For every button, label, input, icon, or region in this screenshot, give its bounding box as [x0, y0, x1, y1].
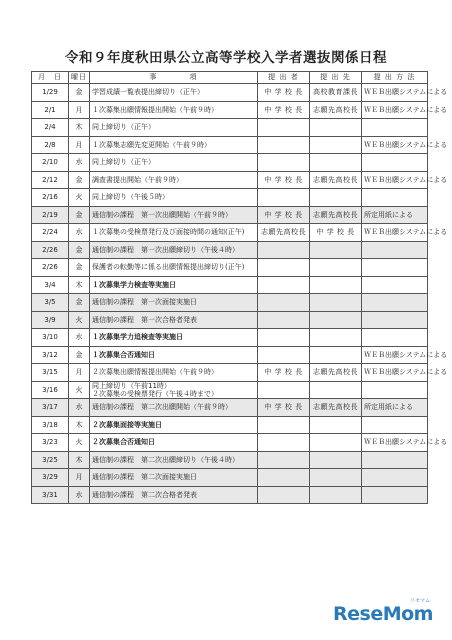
- header-date: 月 日: [32, 72, 69, 84]
- header-destination: 提 出 先: [310, 72, 362, 84]
- table-row: [32, 101, 428, 119]
- item-line: 同上締切り（午前11時）: [92, 381, 171, 390]
- submitter-cell: 中 学 校 長: [258, 101, 310, 119]
- destination-cell: 志願先高校長: [310, 206, 362, 224]
- submitter-cell: 中 学 校 長: [258, 399, 310, 417]
- method-cell: [362, 276, 428, 294]
- date-cell: 2/4: [32, 119, 69, 137]
- date-cell: 3/9: [32, 311, 69, 329]
- method-cell: [362, 329, 428, 347]
- submitter-cell: [258, 189, 310, 207]
- method-cell: 所定用紙による: [362, 399, 428, 417]
- method-cell: 所定用紙による: [362, 206, 428, 224]
- method-cell: [362, 486, 428, 504]
- item-cell: 保護者の転勤等に係る出願情報提出締切り(正午): [90, 259, 258, 277]
- item-cell: 通信制の課程 第二次合格者発表: [90, 486, 258, 504]
- submitter-cell: [258, 381, 310, 399]
- date-cell: 3/17: [32, 399, 69, 417]
- destination-cell: [310, 469, 362, 487]
- method-cell: ＷＥＢ出願システムによる: [362, 364, 428, 382]
- day-cell: 水: [69, 399, 90, 417]
- method-cell: ＷＥＢ出願システムによる: [362, 224, 428, 242]
- date-cell: 3/5: [32, 294, 69, 312]
- table-row: [32, 434, 428, 452]
- day-cell: 水: [69, 329, 90, 347]
- table-row: [32, 241, 428, 259]
- date-cell: 3/23: [32, 434, 69, 452]
- method-cell: [362, 451, 428, 469]
- date-cell: 2/1: [32, 101, 69, 119]
- method-cell: [362, 311, 428, 329]
- submitter-cell: [258, 329, 310, 347]
- method-cell: ＷＥＢ出願システムによる: [362, 346, 428, 364]
- item-cell: 学習成績一覧表提出締切り（正午）: [90, 84, 258, 102]
- table-row: [32, 329, 428, 347]
- item-cell: １次募集の受検票発行及び面接時間の通知(正午): [90, 224, 258, 242]
- table-row: [32, 381, 428, 399]
- method-cell: [362, 119, 428, 137]
- day-cell: 金: [69, 84, 90, 102]
- header-method: 提 出 方 法: [362, 72, 428, 84]
- submitter-cell: [258, 469, 310, 487]
- table-row: [32, 399, 428, 417]
- destination-cell: 志願先高校長: [310, 171, 362, 189]
- day-cell: 月: [69, 136, 90, 154]
- schedule-table: [31, 71, 448, 504]
- header-item: 事 項: [90, 72, 258, 84]
- date-cell: 2/24: [32, 224, 69, 242]
- destination-cell: [310, 434, 362, 452]
- destination-cell: 志願先高校長: [310, 364, 362, 382]
- destination-cell: 高校教育課長: [310, 84, 362, 102]
- table-row: [32, 311, 428, 329]
- submitter-cell: 中 学 校 長: [258, 84, 310, 102]
- method-cell: [362, 469, 428, 487]
- destination-cell: [310, 329, 362, 347]
- destination-cell: [310, 154, 362, 172]
- item-cell: １次募集合否通知日: [90, 346, 258, 364]
- table-row: [32, 469, 428, 487]
- destination-cell: [310, 189, 362, 207]
- item-cell: １次募集学力検査等実施日: [90, 276, 258, 294]
- item-cell: [90, 381, 258, 399]
- day-cell: 月: [69, 469, 90, 487]
- day-cell: 火: [69, 381, 90, 399]
- method-cell: ＷＥＢ出願システムによる: [362, 136, 428, 154]
- item-cell: 調査書提出開始（午前９時）: [90, 171, 258, 189]
- table-header-row: [32, 72, 428, 84]
- day-cell: 水: [69, 224, 90, 242]
- day-cell: 水: [69, 486, 90, 504]
- destination-cell: [310, 294, 362, 312]
- destination-cell: [310, 119, 362, 137]
- submitter-cell: [258, 346, 310, 364]
- item-cell: 通信制の課程 第一次合格者発表: [90, 311, 258, 329]
- item-cell: 同上締切り（正午）: [90, 119, 258, 137]
- method-cell: ＷＥＢ出願システムによる: [362, 171, 428, 189]
- day-cell: 金: [69, 259, 90, 277]
- resemom-logo: ReseMom: [333, 603, 433, 625]
- method-cell: [362, 154, 428, 172]
- resemom-logo-ruby: リセマム: [410, 598, 430, 604]
- table-row: [32, 136, 428, 154]
- destination-cell: [310, 381, 362, 399]
- destination-cell: [310, 241, 362, 259]
- method-cell: [362, 189, 428, 207]
- method-cell: ＷＥＢ出願システムによる: [362, 434, 428, 452]
- item-cell: ２次募集面接等実施日: [90, 416, 258, 434]
- method-cell: [362, 381, 428, 399]
- table-row: [32, 259, 428, 277]
- date-cell: 3/29: [32, 469, 69, 487]
- date-cell: 1/29: [32, 84, 69, 102]
- table-row: [32, 189, 428, 207]
- table-row: [32, 451, 428, 469]
- submitter-cell: [258, 259, 310, 277]
- table-row: [32, 206, 428, 224]
- date-cell: 2/16: [32, 189, 69, 207]
- submitter-cell: [258, 154, 310, 172]
- submitter-cell: [258, 451, 310, 469]
- day-cell: 月: [69, 101, 90, 119]
- date-cell: 2/8: [32, 136, 69, 154]
- item-cell: 通信制の課程 第二次出願締切り（午後４時）: [90, 451, 258, 469]
- header-submitter: 提 出 者: [258, 72, 310, 84]
- table-row: [32, 276, 428, 294]
- destination-cell: [310, 416, 362, 434]
- date-cell: 3/15: [32, 364, 69, 382]
- destination-cell: 志願先高校長: [310, 399, 362, 417]
- date-cell: 3/4: [32, 276, 69, 294]
- date-cell: 3/10: [32, 329, 69, 347]
- destination-cell: [310, 451, 362, 469]
- table-row: [32, 84, 428, 102]
- day-cell: 水: [69, 154, 90, 172]
- destination-cell: 中 学 校 長: [310, 224, 362, 242]
- table-row: [32, 346, 428, 364]
- destination-cell: [310, 276, 362, 294]
- item-cell: １次募集出願情報提出開始（午前９時）: [90, 101, 258, 119]
- day-cell: 火: [69, 311, 90, 329]
- date-cell: 3/25: [32, 451, 69, 469]
- method-cell: ＷＥＢ出願システムによる: [362, 101, 428, 119]
- method-cell: [362, 259, 428, 277]
- table-row: [32, 364, 428, 382]
- item-line: ２次募集の受検票発行（午後４時まで）: [92, 389, 218, 398]
- destination-cell: [310, 486, 362, 504]
- submitter-cell: [258, 241, 310, 259]
- date-cell: 2/26: [32, 241, 69, 259]
- destination-cell: [310, 311, 362, 329]
- table-row: [32, 486, 428, 504]
- table-row: [32, 294, 428, 312]
- destination-cell: [310, 346, 362, 364]
- day-cell: 木: [69, 276, 90, 294]
- submitter-cell: 中 学 校 長: [258, 206, 310, 224]
- date-cell: 2/19: [32, 206, 69, 224]
- header-day: 曜日: [69, 72, 90, 84]
- submitter-cell: [258, 311, 310, 329]
- date-cell: 3/12: [32, 346, 69, 364]
- item-cell: 通信制の課程 第一次出願開始（午前９時）: [90, 206, 258, 224]
- destination-cell: [310, 136, 362, 154]
- method-cell: [362, 416, 428, 434]
- item-cell: 通信制の課程 第二次出願開始（午前９時）: [90, 399, 258, 417]
- day-cell: 金: [69, 241, 90, 259]
- method-cell: ＷＥＢ出願システムによる: [362, 84, 428, 102]
- destination-cell: [310, 259, 362, 277]
- day-cell: 火: [69, 189, 90, 207]
- submitter-cell: [258, 416, 310, 434]
- page-title: 令和９年度秋田県公立高等学校入学者選抜関係日程: [65, 50, 387, 66]
- submitter-cell: 中 学 校 長: [258, 364, 310, 382]
- item-cell: 同上締切り（午後５時）: [90, 189, 258, 207]
- table-row: [32, 416, 428, 434]
- submitter-cell: [258, 119, 310, 137]
- item-cell: １次募集学力追検査等実施日: [90, 329, 258, 347]
- day-cell: 木: [69, 416, 90, 434]
- table-row: [32, 119, 428, 137]
- date-cell: 3/16: [32, 381, 69, 399]
- date-cell: 2/10: [32, 154, 69, 172]
- submitter-cell: [258, 136, 310, 154]
- item-cell: 通信制の課程 第二次面接実施日: [90, 469, 258, 487]
- submitter-cell: [258, 434, 310, 452]
- submitter-cell: [258, 486, 310, 504]
- day-cell: 金: [69, 346, 90, 364]
- table-row: [32, 171, 428, 189]
- day-cell: 金: [69, 171, 90, 189]
- date-cell: 3/31: [32, 486, 69, 504]
- submitter-cell: 志願先高校長: [258, 224, 310, 242]
- item-cell: 通信制の課程 第一次面接実施日: [90, 294, 258, 312]
- item-cell: １次募集志願先変更開始（午前９時）: [90, 136, 258, 154]
- date-cell: 2/26: [32, 259, 69, 277]
- item-cell: 通信制の課程 第一次出願締切り（午後４時）: [90, 241, 258, 259]
- item-cell: 同上締切り（正午）: [90, 154, 258, 172]
- day-cell: 火: [69, 434, 90, 452]
- item-cell: ２次募集合否通知日: [90, 434, 258, 452]
- table-row: [32, 154, 428, 172]
- day-cell: 金: [69, 206, 90, 224]
- date-cell: 3/18: [32, 416, 69, 434]
- day-cell: 金: [69, 294, 90, 312]
- submitter-cell: [258, 294, 310, 312]
- submitter-cell: [258, 276, 310, 294]
- submitter-cell: 中 学 校 長: [258, 171, 310, 189]
- method-cell: [362, 241, 428, 259]
- table-row: [32, 224, 428, 242]
- day-cell: 木: [69, 451, 90, 469]
- day-cell: 木: [69, 119, 90, 137]
- destination-cell: 志願先高校長: [310, 101, 362, 119]
- method-cell: [362, 294, 428, 312]
- item-cell: ２次募集出願情報提出開始（午前９時）: [90, 364, 258, 382]
- day-cell: 月: [69, 364, 90, 382]
- date-cell: 2/12: [32, 171, 69, 189]
